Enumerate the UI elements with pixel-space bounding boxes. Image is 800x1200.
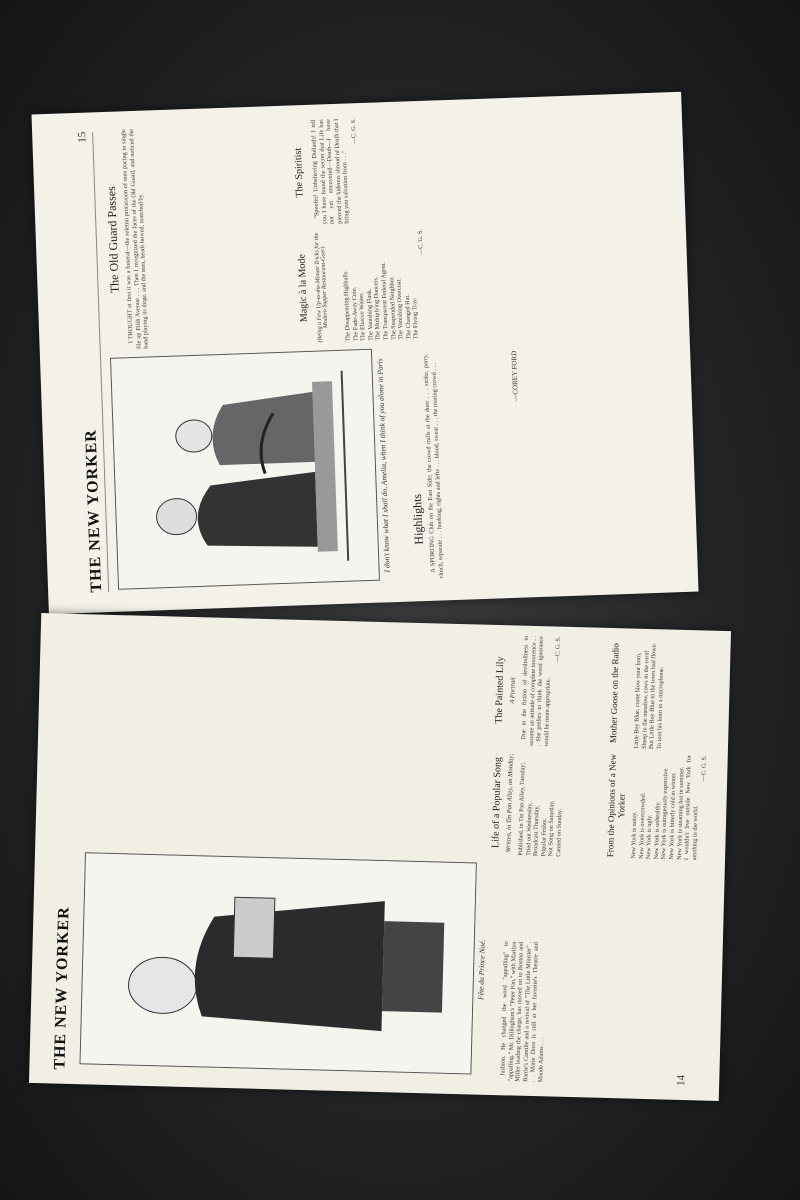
magic-item: The Flying Tray.	[411, 297, 420, 340]
magic-item: The Transparent Federal Agent.	[379, 261, 390, 341]
song-line: Tried out Wednesday,	[524, 802, 534, 856]
article-title-spiritist: The Spiritist	[292, 147, 306, 198]
opinions-signature: —C. G. S.	[700, 755, 709, 782]
goose-line: But Little Boy Blue to the town had flown	[648, 644, 658, 750]
highlights-text: A SPORTING Club on the East Side; the crowd mills at the door . . . strike, parry, clinch, separate . . . hooking, rights and lefts . . . blood, sweat . . . the roaring crowd . . .	[422, 353, 445, 579]
popular-song-lines	[517, 751, 600, 858]
article-body-painted-lily	[520, 636, 603, 748]
song-line: Canned on Sunday.	[555, 808, 564, 857]
old-guard-text: I THOUGHT at first it was a funeral—the solemn procession of men pacing in single file up Fifth Avenue . . . Then I recognized the faces of the Old Guard, and noticed the band playing its dirge, and the men, heads bowed, marched by.	[120, 128, 150, 350]
article-body-old-guard	[120, 124, 288, 349]
song-line: Not Sung on Saturday,	[547, 800, 556, 857]
opinion-line: New York is outrageously expensive.	[660, 767, 670, 860]
goose-line: Sheep in the meadow, cows in the corn!	[640, 650, 651, 749]
opinion-line: New York is steaming hot in summer.	[675, 766, 686, 860]
magic-item: The Elusive Waiter.	[358, 292, 367, 342]
magic-item: The Disappearing Highballs.	[342, 270, 352, 342]
magic-list	[341, 227, 485, 342]
opinion-line: New York is overcrowded.	[637, 792, 647, 859]
goose-line: Little Boy Blue, come blow your horn,	[632, 652, 643, 749]
painted-lily-text: Due to the fiction of deviltollness to assume an attitude of complete innocence . . . She prefers to think the word ignorance would be more appropriate.	[520, 635, 552, 747]
magic-item: The Suspended Neighbor.	[387, 275, 398, 341]
song-line: Broadcast Thursday,	[532, 805, 541, 857]
spiritist-text: "Spoofer! Unbelieving Dullards! I tell you I have found the secret that Life has not yet uncovered—Death—I have pierced the hideous shroud of Death that I bring you salvation from . . ."	[309, 118, 351, 225]
article-body-spiritist	[310, 114, 474, 225]
mother-goose-lines	[633, 639, 716, 751]
article-title-old-guard: The Old Guard Passes	[104, 186, 122, 294]
opinion-line: I wouldn't live outside New York for anything in the world.	[683, 754, 700, 861]
masthead: THE NEW YORKER	[51, 906, 73, 1070]
highlights-signature: —COREY FORD	[510, 350, 520, 402]
cartoon-caption: I don't know what I shall do, Amelia, when I think of you alone in Paris	[375, 358, 392, 573]
page-14-content	[29, 613, 731, 1101]
article-title-mother-goose: Mother Goose on the Radio	[608, 642, 621, 744]
cartoon-drawing	[111, 350, 379, 589]
opinions-lines	[630, 754, 723, 861]
article-title-magic: Magic à la Mode	[296, 253, 310, 323]
cartoon-illustration	[110, 349, 380, 590]
song-line: Popular Friday,	[539, 818, 548, 857]
article-subtitle-popular-song: Written, in Tin Pan Alley, on Monday;	[505, 753, 515, 853]
cartoon-illustration	[79, 852, 476, 1074]
magic-item: The Vanishing Flask.	[365, 288, 375, 341]
cartoon-drawing	[80, 853, 475, 1073]
spiritist-signature: —C. G. S.	[349, 118, 358, 145]
article-body-theater-notes	[499, 941, 673, 1085]
masthead: THE NEW YORKER	[82, 428, 106, 593]
magic-item: The Vanishing Overcoat.	[395, 278, 405, 340]
article-subtitle-magic: (Being a Few Up-to-the-Minute Tricks for the Modern Supper Restaurant-Goer)	[313, 232, 330, 343]
opinion-line: New York is unhealthy.	[652, 801, 662, 860]
article-title-highlights: Highlights	[409, 493, 426, 545]
opinion-line: New York is noisy.	[630, 811, 639, 859]
theater-notes-text: fashion. He changed the word "appalling" to "appalling." Mr. Dillingham's "Peter Pan," with Marilyn Miller leading the charge, has moved on to Boston and Barrie's Camille and a revival of "The Little Minister" . . . Marie Doro is still at her favorite's Theatre and Maude Adams . . .	[499, 941, 546, 1083]
article-title-popular-song: Life of a Popular Song	[490, 756, 504, 849]
article-title-opinions: From the Opinions of a New Yorker	[605, 753, 627, 858]
page-number: 14	[675, 1074, 688, 1087]
page-number: 15	[76, 131, 89, 143]
magic-signature: —C. G. S.	[416, 228, 425, 256]
opinion-line: New York is bitterly cold in winter.	[668, 772, 678, 860]
magic-item: The Multiplying Dancers.	[372, 276, 382, 341]
page-15-content	[31, 92, 698, 614]
cartoon-caption: Fête du Prince Noé.	[476, 939, 487, 1001]
magic-item: The Changed Hat.	[403, 294, 413, 340]
opinion-line: New York is ugly.	[645, 814, 654, 860]
song-line: Published, in Tin Pan Alley, Tuesday;	[517, 762, 527, 856]
page-15	[31, 92, 698, 614]
article-subtitle-painted-lily: A Portrait	[509, 677, 517, 704]
magic-item: The Fade-Away Coin.	[350, 286, 360, 342]
painted-lily-signature: —C. G. S.	[554, 636, 563, 663]
page-14	[29, 613, 731, 1101]
article-title-painted-lily: The Painted Lily	[493, 656, 507, 724]
goose-line: To toot his horn to a microphone.	[655, 666, 665, 750]
